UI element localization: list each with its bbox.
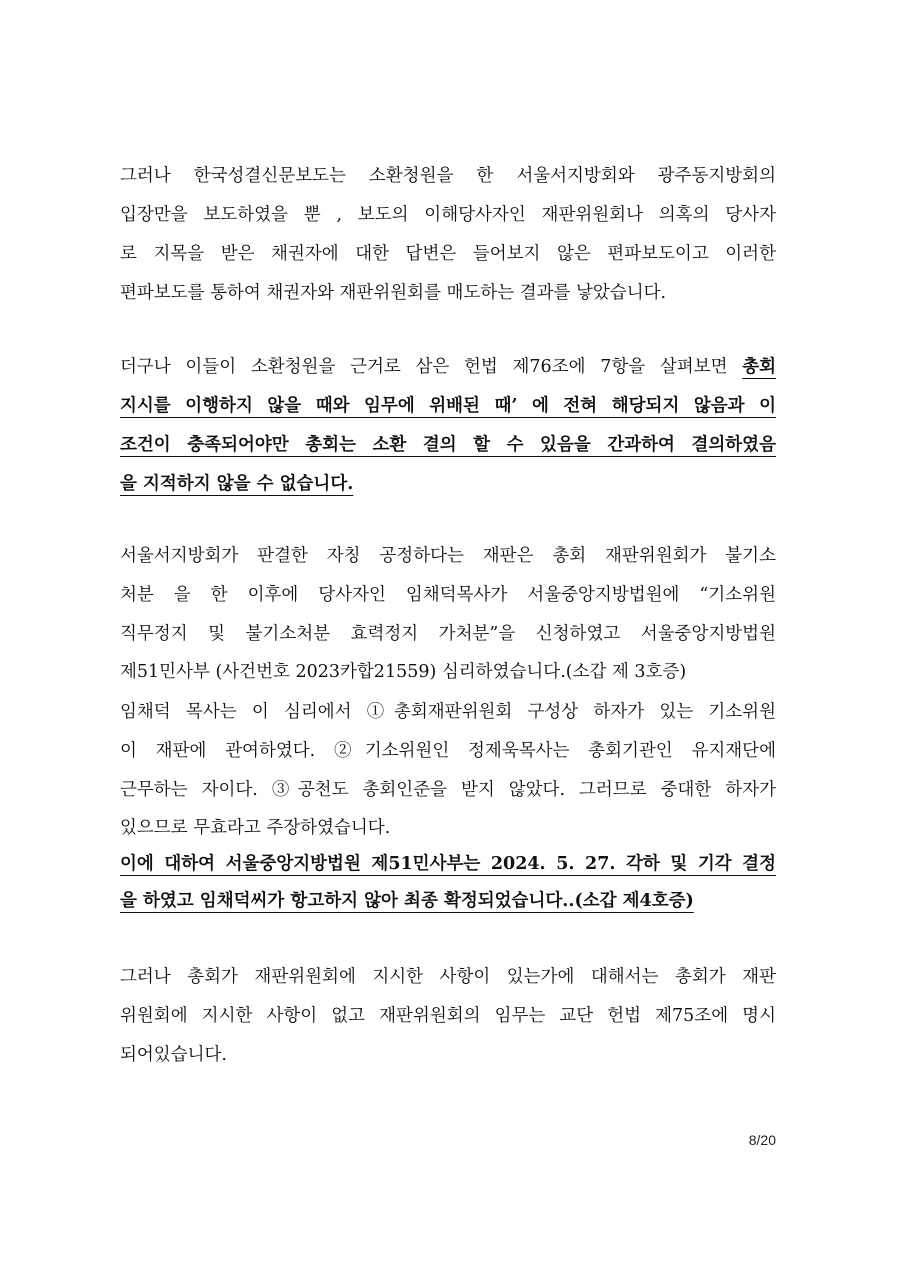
paragraph-3-line-1: 서울서지방회가 판결한 자칭 공정하다는 재판은 총회 재판위원회가 불기소 [120, 546, 776, 566]
paragraph-2-line-1-text: 더구나 이들이 소환청원을 근거로 삼은 헌법 제76조에 7항을 살펴보면 [120, 357, 743, 377]
paragraph-2-line-3 [120, 433, 776, 457]
paragraph-3-line-4: 제51민사부 (사건번호 2023카합21559) 심리하였습니다.(소갑 제 3호증) [120, 662, 687, 682]
paragraph-3-line-10 [120, 889, 776, 913]
paragraph-3-line-8: 있으므로 무효라고 주장하였습니다. [120, 818, 391, 838]
paragraph-2-line-1 [120, 355, 776, 379]
paragraph-3-line-3: 직무정지 및 불기소처분 효력정지 가처분”을 신청하였고 서울중앙지방법원 [120, 624, 776, 644]
paragraph-1-line-2: 입장만을 보도하였을 뿐 , 보도의 이해당사자인 재판위원회나 의혹의 당사자 [120, 205, 776, 225]
paragraph-2-line-2 [120, 394, 776, 418]
paragraph-3-line-7: 근무하는 자이다. ③공천도 총회인준을 받지 않았다. 그러므로 중대한 하자가 [120, 780, 776, 800]
paragraph-4-line-2: 위원회에 지시한 사항이 없고 재판위원회의 임무는 교단 헌법 제75조에 명시 [120, 1006, 776, 1026]
page-number: 8/20 [748, 1132, 776, 1148]
paragraph-2-line-4 [120, 472, 776, 496]
paragraph-3-line-2: 처분 을 한 이후에 당사자인 임채덕목사가 서울중앙지방법원에 “기소위원 [120, 585, 776, 605]
paragraph-4-line-3: 되어있습니다. [120, 1045, 227, 1065]
paragraph-3-line-5: 임채덕 목사는 이 심리에서 ①총회재판위원회 구성상 하자가 있는 기소위원 [120, 702, 776, 722]
paragraph-3-line-9 [120, 852, 776, 876]
paragraph-3-line-9-text: 이에 대하여 서울중앙지방법원 제51민사부는 2024. 5. 27. 각하 및 기각 결정 [120, 854, 776, 874]
paragraph-3-line-10-text: 을 하였고 임채덕씨가 항고하지 않아 최종 확정되었습니다..(소갑 제4호증) [120, 891, 694, 911]
paragraph-1-line-4: 편파보도를 통하여 채권자와 재판위원회를 매도하는 결과를 낳았습니다. [120, 283, 667, 303]
paragraph-4-line-1: 그러나 총회가 재판위원회에 지시한 사항이 있는가에 대해서는 총회가 재판 [120, 967, 776, 987]
paragraph-2-line-4-text: 을 지적하지 않을 수 없습니다. [120, 474, 354, 494]
paragraph-2-line-3-text: 조건이 충족되어야만 총회는 소환 결의 할 수 있음을 간과하여 결의하였음 [120, 435, 776, 455]
paragraph-3-line-6: 이 재판에 관여하였다. ②기소위원인 정제욱목사는 총회기관인 유지재단에 [120, 741, 776, 761]
paragraph-1-line-1: 그러나 한국성결신문보도는 소환청원을 한 서울서지방회와 광주동지방회의 [120, 166, 776, 186]
paragraph-1-line-3: 로 지목을 받은 채권자에 대한 답변은 들어보지 않은 편파보도이고 이러한 [120, 244, 776, 264]
paragraph-2-line-2-text: 지시를 이행하지 않을 때와 임무에 위배된 때’ 에 전혀 해당되지 않음과 이 [120, 396, 776, 416]
paragraph-2-line-1-emphasis: 총회 [742, 357, 776, 377]
